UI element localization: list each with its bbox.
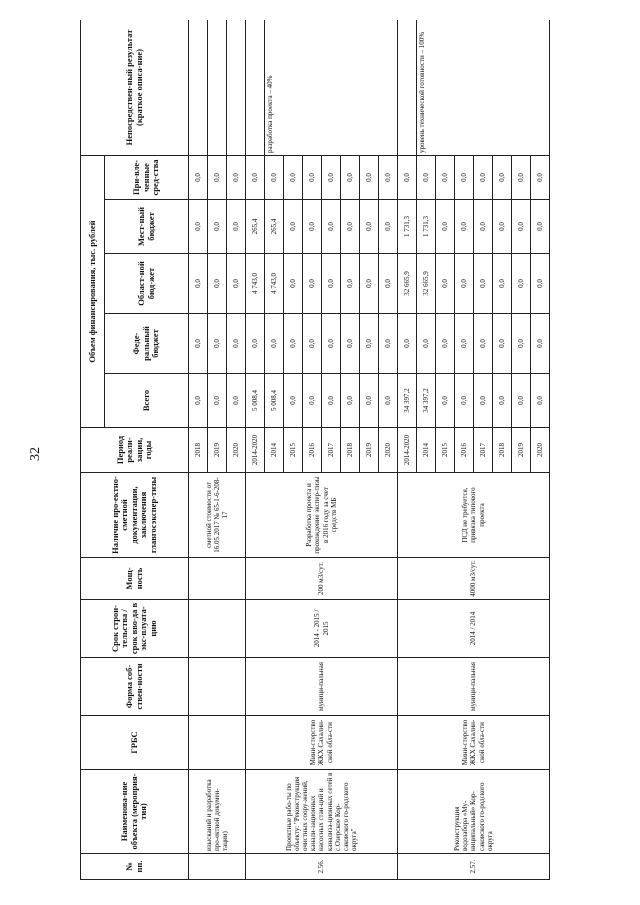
regional-cell: 0,0 (455, 254, 474, 314)
total-cell: 0,0 (493, 374, 512, 428)
regional-cell: 0,0 (493, 254, 512, 314)
table-row (189, 20, 208, 880)
document-page (80, 20, 620, 880)
header-term: Срок строи-тельства / срок вво-да в экс-плуата-цию (81, 600, 189, 658)
local-cell: 265,4 (265, 200, 284, 254)
local-cell: 265,4 (246, 200, 265, 254)
obj-256-capacity-cell: 200 м3/сут. (246, 558, 398, 600)
other-cell: 0,0 (360, 156, 379, 200)
regional-cell: 0,0 (531, 254, 550, 314)
header-ownership: Форма соб-ствен-ности (81, 658, 189, 716)
period-cell: 2020 (379, 428, 398, 473)
regional-cell: 0,0 (208, 254, 227, 314)
header-capacity: Мощ-ность (81, 558, 189, 600)
total-cell: 0,0 (455, 374, 474, 428)
investment-table (80, 20, 550, 880)
federal-cell: 0,0 (531, 314, 550, 374)
table-row (246, 20, 265, 880)
obj-257-ownership-cell: муници-пальная (398, 658, 550, 716)
other-cell: 0,0 (341, 156, 360, 200)
period-cell: 2018 (341, 428, 360, 473)
obj-257-term-cell: 2014 / 2014 (398, 600, 550, 658)
federal-cell: 0,0 (474, 314, 493, 374)
regional-cell: 0,0 (360, 254, 379, 314)
local-cell: 0,0 (322, 200, 341, 254)
obj-256-result-empty-cell (246, 20, 265, 156)
federal-cell: 0,0 (512, 314, 531, 374)
header-grbs: ГРБС (81, 716, 189, 770)
obj-257-capacity-cell: 4000 м3/сут. (398, 558, 550, 600)
prev-grbs-cell (189, 716, 246, 770)
regional-cell: 32 665,9 (417, 254, 436, 314)
other-cell: 0,0 (284, 156, 303, 200)
total-cell: 0,0 (227, 374, 246, 428)
obj-256-term-cell: 2014 - 2015 / 2015 (246, 600, 398, 658)
other-cell: 0,0 (436, 156, 455, 200)
regional-cell: 0,0 (436, 254, 455, 314)
obj-256-ownership-cell: муници-пальная (246, 658, 398, 716)
regional-cell: 0,0 (379, 254, 398, 314)
header-federal: Феде-ральный бюджет (105, 314, 189, 374)
other-cell: 0,0 (189, 156, 208, 200)
header-other: При-вле-ченные сред-ства (105, 156, 189, 200)
federal-cell: 0,0 (265, 314, 284, 374)
other-cell: 0,0 (531, 156, 550, 200)
regional-cell: 4 743,0 (246, 254, 265, 314)
regional-cell: 0,0 (322, 254, 341, 314)
other-cell: 0,0 (303, 156, 322, 200)
obj-257-result-empty-cell (398, 20, 417, 156)
obj-257-docs-cell: ПСД не требуется, привязка типового проекта (398, 473, 550, 558)
federal-cell: 0,0 (436, 314, 455, 374)
federal-cell: 0,0 (398, 314, 417, 374)
period-cell: 2019 (208, 428, 227, 473)
period-cell: 2019 (360, 428, 379, 473)
local-cell: 0,0 (360, 200, 379, 254)
other-cell: 0,0 (493, 156, 512, 200)
period-cell: 2015 (284, 428, 303, 473)
total-cell: 5 008,4 (265, 374, 284, 428)
header-local: Мест-ный бюджет (105, 200, 189, 254)
local-cell: 0,0 (531, 200, 550, 254)
local-cell: 0,0 (208, 200, 227, 254)
local-cell: 0,0 (455, 200, 474, 254)
federal-cell: 0,0 (189, 314, 208, 374)
obj-257-num-cell: 2.57. (398, 854, 550, 880)
regional-cell: 4 743,0 (265, 254, 284, 314)
federal-cell: 0,0 (284, 314, 303, 374)
period-cell: 2016 (303, 428, 322, 473)
obj-256-docs-cell: Разработка проекта и прохождение экспер-тизы в 2016 году за счет средств МБ (246, 473, 398, 558)
total-cell: 0,0 (208, 374, 227, 428)
obj-256-name-cell: Проектные рабо-ты по объекту: "Реконструкция очистных соору-жений, канали-зационных насосных стан-ций и канализа-ционных сетей в с.Озерское Кор-саковского го-родского округа" (246, 770, 398, 854)
obj-256-num-cell: 2.56. (246, 854, 398, 880)
total-cell: 0,0 (512, 374, 531, 428)
prev-result-cell (189, 20, 208, 156)
header-total: Всего (105, 374, 189, 428)
total-cell: 0,0 (303, 374, 322, 428)
regional-cell: 0,0 (303, 254, 322, 314)
local-cell: 0,0 (379, 200, 398, 254)
local-cell: 0,0 (436, 200, 455, 254)
obj-256-grbs-cell: Мини-стерство ЖКХ Сахалин-ской обла-сти (246, 716, 398, 770)
obj-256-result-cell: разработка проекта – 40% (265, 20, 398, 156)
header-docs: Наличие про-ектно-сметной документации, заключения главгосэкспер-тизы (81, 473, 189, 558)
header-result: Непосредствен-ный результат (краткое описа-ние) (81, 20, 189, 156)
federal-cell: 0,0 (208, 314, 227, 374)
period-cell: 2017 (474, 428, 493, 473)
prev-name-cell: изысканий и разработка про-ектной докумен-тации) (189, 770, 246, 854)
header-regional: Област-ной бюд-жет (105, 254, 189, 314)
local-cell: 0,0 (303, 200, 322, 254)
header-funding-group: Объем финансирования, тыс. рублей (81, 156, 105, 428)
total-cell: 0,0 (322, 374, 341, 428)
prev-term-cell (189, 600, 246, 658)
regional-cell: 0,0 (227, 254, 246, 314)
federal-cell: 0,0 (379, 314, 398, 374)
period-cell: 2018 (493, 428, 512, 473)
local-cell: 1 731,3 (398, 200, 417, 254)
regional-cell: 0,0 (341, 254, 360, 314)
local-cell: 0,0 (493, 200, 512, 254)
total-cell: 0,0 (531, 374, 550, 428)
total-cell: 0,0 (474, 374, 493, 428)
other-cell: 0,0 (512, 156, 531, 200)
other-cell: 0,0 (379, 156, 398, 200)
total-cell: 34 397,2 (417, 374, 436, 428)
period-cell: 2019 (512, 428, 531, 473)
federal-cell: 0,0 (227, 314, 246, 374)
obj-257-name-cell: Реконструкция водозабора «Му-ниципальный» Кор-саковского го-родского округа (398, 770, 550, 854)
prev-docs-cell: сметной стоимости от 16.05.2017 № 65-1-6-208-17 (189, 473, 246, 558)
period-cell: 2020 (227, 428, 246, 473)
regional-cell: 0,0 (189, 254, 208, 314)
period-cell: 2015 (436, 428, 455, 473)
other-cell: 0,0 (322, 156, 341, 200)
federal-cell: 0,0 (360, 314, 379, 374)
prev-num-cell (189, 854, 246, 880)
federal-cell: 0,0 (303, 314, 322, 374)
period-cell: 2014 (417, 428, 436, 473)
regional-cell: 0,0 (284, 254, 303, 314)
local-cell: 0,0 (189, 200, 208, 254)
period-cell: 2014-2020 (398, 428, 417, 473)
prev-result-cell (227, 20, 246, 156)
prev-capacity-cell (189, 558, 246, 600)
other-cell: 0,0 (246, 156, 265, 200)
period-cell: 2014 (265, 428, 284, 473)
local-cell: 0,0 (512, 200, 531, 254)
header-name: Наименова-ние объекта (мероприя-тия) (81, 770, 189, 854)
total-cell: 0,0 (284, 374, 303, 428)
total-cell: 5 008,4 (246, 374, 265, 428)
period-cell: 2016 (455, 428, 474, 473)
local-cell: 0,0 (227, 200, 246, 254)
regional-cell: 0,0 (512, 254, 531, 314)
table-row (398, 20, 417, 880)
table-body (189, 20, 550, 880)
local-cell: 0,0 (474, 200, 493, 254)
prev-ownership-cell (189, 658, 246, 716)
federal-cell: 0,0 (493, 314, 512, 374)
local-cell: 0,0 (284, 200, 303, 254)
other-cell: 0,0 (208, 156, 227, 200)
other-cell: 0,0 (474, 156, 493, 200)
period-cell: 2014-2020 (246, 428, 265, 473)
other-cell: 0,0 (417, 156, 436, 200)
total-cell: 0,0 (189, 374, 208, 428)
federal-cell: 0,0 (417, 314, 436, 374)
other-cell: 0,0 (455, 156, 474, 200)
other-cell: 0,0 (398, 156, 417, 200)
period-cell: 2017 (322, 428, 341, 473)
total-cell: 34 397,2 (398, 374, 417, 428)
federal-cell: 0,0 (322, 314, 341, 374)
local-cell: 1 731,3 (417, 200, 436, 254)
total-cell: 0,0 (341, 374, 360, 428)
prev-result-cell (208, 20, 227, 156)
regional-cell: 0,0 (474, 254, 493, 314)
period-cell: 2018 (189, 428, 208, 473)
header-period: Период реали-зации, годы (81, 428, 189, 473)
header-num: № пп. (81, 854, 189, 880)
total-cell: 0,0 (360, 374, 379, 428)
other-cell: 0,0 (265, 156, 284, 200)
page-number: 32 (28, 447, 43, 461)
total-cell: 0,0 (379, 374, 398, 428)
federal-cell: 0,0 (341, 314, 360, 374)
regional-cell: 32 665,9 (398, 254, 417, 314)
total-cell: 0,0 (436, 374, 455, 428)
other-cell: 0,0 (227, 156, 246, 200)
obj-257-grbs-cell: Мини-стерство ЖКХ Сахалин-ской обла-сти (398, 716, 550, 770)
obj-257-result-cell: уровень технической готовности – 100% (417, 20, 550, 156)
period-cell: 2020 (531, 428, 550, 473)
federal-cell: 0,0 (246, 314, 265, 374)
local-cell: 0,0 (341, 200, 360, 254)
federal-cell: 0,0 (455, 314, 474, 374)
